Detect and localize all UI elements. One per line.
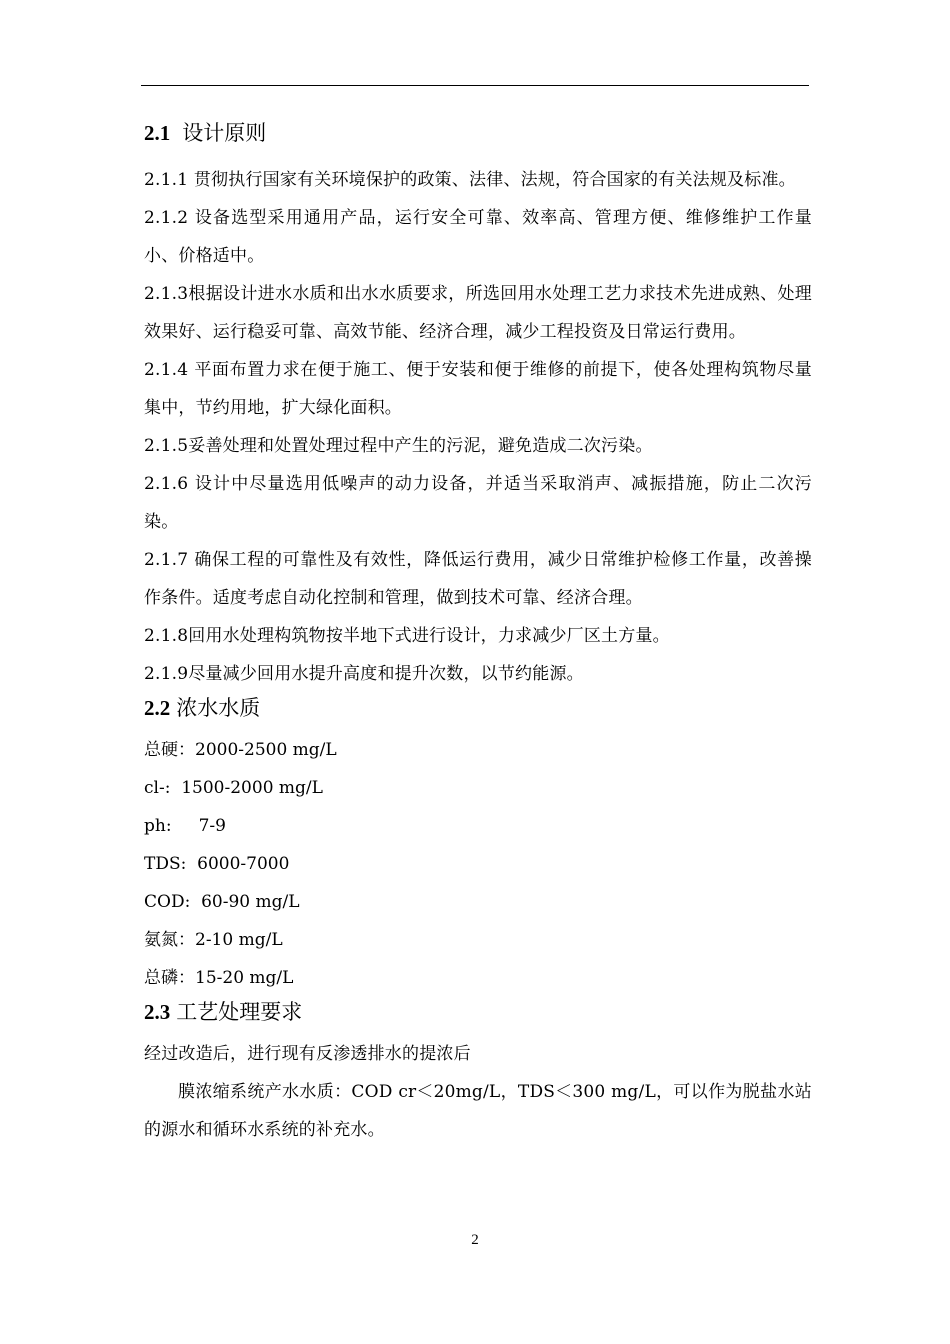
section-heading-2-1: 2.1 设计原则 — [144, 121, 267, 145]
process-paragraph: 膜浓缩系统产水水质：COD cr＜20mg/L，TDS＜300 mg/L，可以作为脱盐水站的源水和循环水系统的补充水。 — [144, 1082, 812, 1140]
principle-item: 2.1.1 贯彻执行国家有关环境保护的政策、法律、法规，符合国家的有关法规及标准。 — [144, 170, 796, 190]
water-quality-item: ph: 7-9 — [144, 816, 226, 836]
principle-item: 2.1.4 平面布置力求在便于施工、便于安装和便于维修的前提下，使各处理构筑物尽量集中，节约用地，扩大绿化面积。 — [144, 360, 812, 418]
principle-item: 2.1.6 设计中尽量选用低噪声的动力设备，并适当采取消声、减振措施，防止二次污染。 — [144, 474, 812, 532]
water-quality-item: 总磷：15-20 mg/L — [144, 968, 294, 988]
section-heading-2-3: 2.3 工艺处理要求 — [144, 1000, 303, 1024]
water-quality-item: TDS: 6000-7000 — [144, 854, 290, 874]
page-number: 2 — [471, 1232, 479, 1248]
header-rule — [141, 85, 809, 86]
principle-item: 2.1.2 设备选型采用通用产品，运行安全可靠、效率高、管理方便、维修维护工作量小、价格适中。 — [144, 208, 812, 266]
principle-item: 2.1.3根据设计进水水质和出水水质要求，所选回用水处理工艺力求技术先进成熟、处理效果好、运行稳妥可靠、高效节能、经济合理，减少工程投资及日常运行费用。 — [144, 284, 812, 342]
principle-item: 2.1.8回用水处理构筑物按半地下式进行设计，力求减少厂区土方量。 — [144, 626, 670, 646]
process-paragraph: 经过改造后，进行现有反渗透排水的提浓后 — [144, 1044, 471, 1064]
water-quality-item: cl-: 1500-2000 mg/L — [144, 778, 323, 798]
principle-item: 2.1.9尽量减少回用水提升高度和提升次数，以节约能源。 — [144, 664, 584, 684]
water-quality-item: 总硬：2000-2500 mg/L — [144, 740, 337, 760]
principle-item: 2.1.5妥善处理和处置处理过程中产生的污泥，避免造成二次污染。 — [144, 436, 653, 456]
document-body — [144, 118, 812, 1149]
water-quality-item: 氨氮：2-10 mg/L — [144, 930, 283, 950]
water-quality-item: COD: 60-90 mg/L — [144, 892, 300, 912]
section-heading-2-2: 2.2 浓水水质 — [144, 696, 261, 720]
principle-item: 2.1.7 确保工程的可靠性及有效性，降低运行费用，减少日常维护检修工作量，改善操作条件。适度考虑自动化控制和管理，做到技术可靠、经济合理。 — [144, 550, 812, 608]
